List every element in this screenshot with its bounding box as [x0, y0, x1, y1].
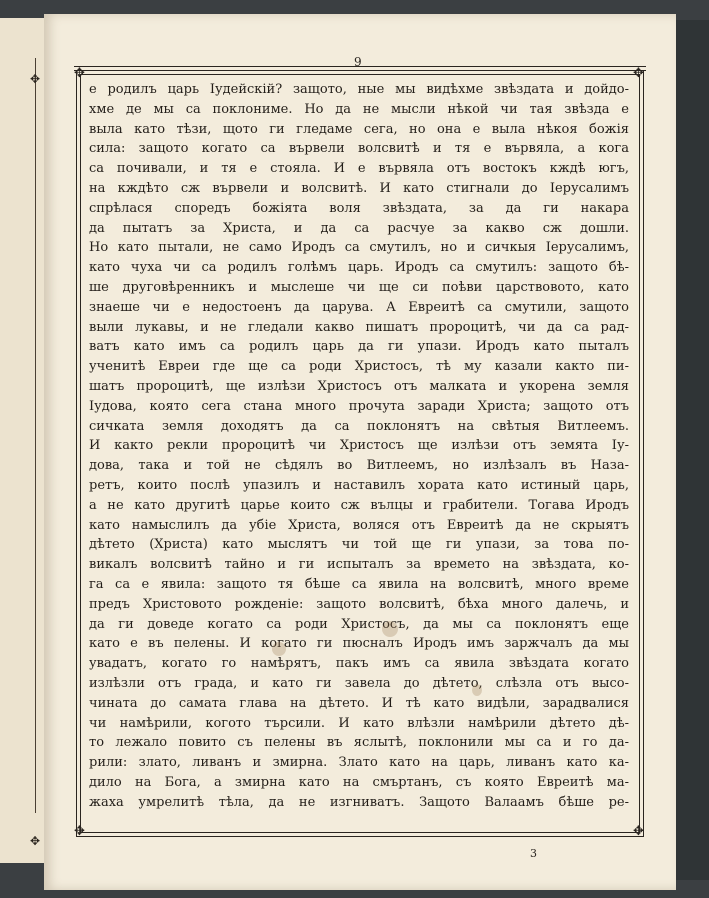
paper-stain: [382, 621, 398, 637]
text-line: предъ Христовото рожденіе: защото волсвитѣ, бѣха много далечь, и: [89, 596, 629, 612]
text-line: жаха умрелитѣ тѣла, да не изгниватъ. Защото Валаамъ бѣше ре-: [89, 794, 629, 810]
text-line: сичката земля доходятъ да са поклонятъ на свѣтыя Витлеемъ.: [89, 418, 629, 434]
text-line: шатъ пророцитѣ, ще излѣзи Христосъ отъ малката и укорена земля: [89, 378, 629, 394]
text-line: выли лукавы, и не гледали какво пишатъ пророцитѣ, чи да са рад-: [89, 319, 629, 335]
text-line: ватъ като имъ са родилъ царь да ги упази. Иродъ като пыталъ: [89, 339, 629, 355]
text-line: дило на Бога, а змирна като на смъртанъ, съ която Евреитѣ ма-: [89, 774, 629, 790]
text-line: като намыслилъ да убіе Христа, воляся отъ Евреитѣ да не скрыятъ: [89, 517, 629, 533]
text-line: Іудова, която сега стана много прочута заради Христа; защото отъ: [89, 398, 629, 414]
facing-page-ornament: ✥: [29, 834, 41, 848]
facing-page-rule: [35, 58, 36, 813]
paper-stain: [272, 642, 286, 656]
paper-stain: [472, 684, 482, 696]
book-page: [44, 14, 676, 890]
text-line: хме де мы са поклониме. Но да не мысли нѣкой чи тая звѣзда е: [89, 101, 629, 117]
text-line: знаеше чи е недостоенъ да царува. А Евреитѣ са смутили, защото: [89, 299, 629, 315]
signature-mark: 3: [530, 847, 537, 860]
text-line: чината до самата глава на дѣтето. И тѣ като видѣли, зарадвалися: [89, 695, 629, 711]
text-line: на кждѣто сж вървели и волсвитѣ. И като стигнали до Іерусалимъ: [89, 180, 629, 196]
text-line: да ги доведе когато са роди Христосъ, да мы са поклонятъ еще: [89, 616, 629, 632]
text-line: сила: защото когато са вървели волсвитѣ и тя е вървяла, а кога: [89, 141, 629, 157]
text-line: спрѣлася споредъ божіята воля звѣздата, за да ги накара: [89, 200, 629, 216]
text-line: да пытатъ за Христа, и да са расчуе за какво сж дошли.: [89, 220, 629, 236]
text-line: а не като другитѣ царье които сж вълцы и грабители. Тогава Иродъ: [89, 497, 629, 513]
text-line: дѣтето (Христа) като мыслятъ чи той ще ги упази, за това по-: [89, 537, 629, 553]
text-line: ше друговѣренникъ и мыслеше чи ще си поѣви царствовото, като: [89, 279, 629, 295]
text-line: рили: злато, ливанъ и змирна. Злато като на царь, ливанъ като ка-: [89, 755, 629, 771]
text-line: викалъ волсвитѣ тайно и ги испыталъ за времето на звѣздата, ко-: [89, 557, 629, 573]
text-line: выла като тѣзи, щото ги гледаме сега, но она е выла нѣкоя божія: [89, 121, 629, 137]
book-cover-edge: [676, 20, 709, 880]
text-line: чи намѣрили, когото търсили. И като влѣзли намѣрили дѣтето дѣ-: [89, 715, 629, 731]
text-line: като чуха чи са родилъ голѣмъ царь. Иродъ са смутилъ: защото бѣ-: [89, 260, 629, 276]
text-line: като е въ пелены. И когато ги пюсналъ Иродъ имъ заржчалъ да мы: [89, 636, 629, 652]
corner-ornament: ✥: [74, 824, 85, 839]
body-text: [89, 80, 629, 812]
facing-page-edge: [0, 18, 46, 863]
text-line: е родилъ царь Іудейскій? защото, ные мы видѣхме звѣздата и дойдо-: [89, 82, 629, 97]
text-line: ретъ, които послѣ упазилъ и наставилъ хората като истиный царь,: [89, 477, 629, 493]
text-line: увадатъ, когато го намѣрятъ, пакъ имъ са явила звѣздата когато: [89, 656, 629, 672]
header-rule: [74, 66, 646, 71]
text-line: га са е явила: защото тя бѣше са явила на волсвитѣ, много време: [89, 576, 629, 592]
text-line: дова, така и той не сѣдялъ во Витлеемъ, но излѣзалъ въ Наза-: [89, 458, 629, 474]
text-line: то лежало повито съ пелены въ яслытѣ, поклонили мы са и го да-: [89, 735, 629, 751]
corner-ornament: ✥: [633, 824, 644, 839]
facing-page-ornament: ✥: [29, 72, 41, 86]
text-line: Но като пытали, не само Иродъ са смутилъ, но и сичкыя Іерусалимъ,: [89, 240, 629, 256]
page-number: 9: [354, 55, 362, 69]
corner-ornament: ✥: [633, 66, 644, 81]
text-line: са почивали, и тя е стояла. И е вървяла отъ востокъ кждѣ югъ,: [89, 161, 629, 177]
corner-ornament: ✥: [74, 66, 85, 81]
text-line: излѣзли отъ града, и като ги завела до дѣтето, слѣзла отъ высо-: [89, 675, 629, 691]
text-line: ученитѣ Евреи где ще са роди Христосъ, тѣ му казали както пи-: [89, 359, 629, 375]
text-line: И както рекли пророцитѣ чи Христосъ ще излѣзи отъ земята Іу-: [89, 438, 629, 454]
